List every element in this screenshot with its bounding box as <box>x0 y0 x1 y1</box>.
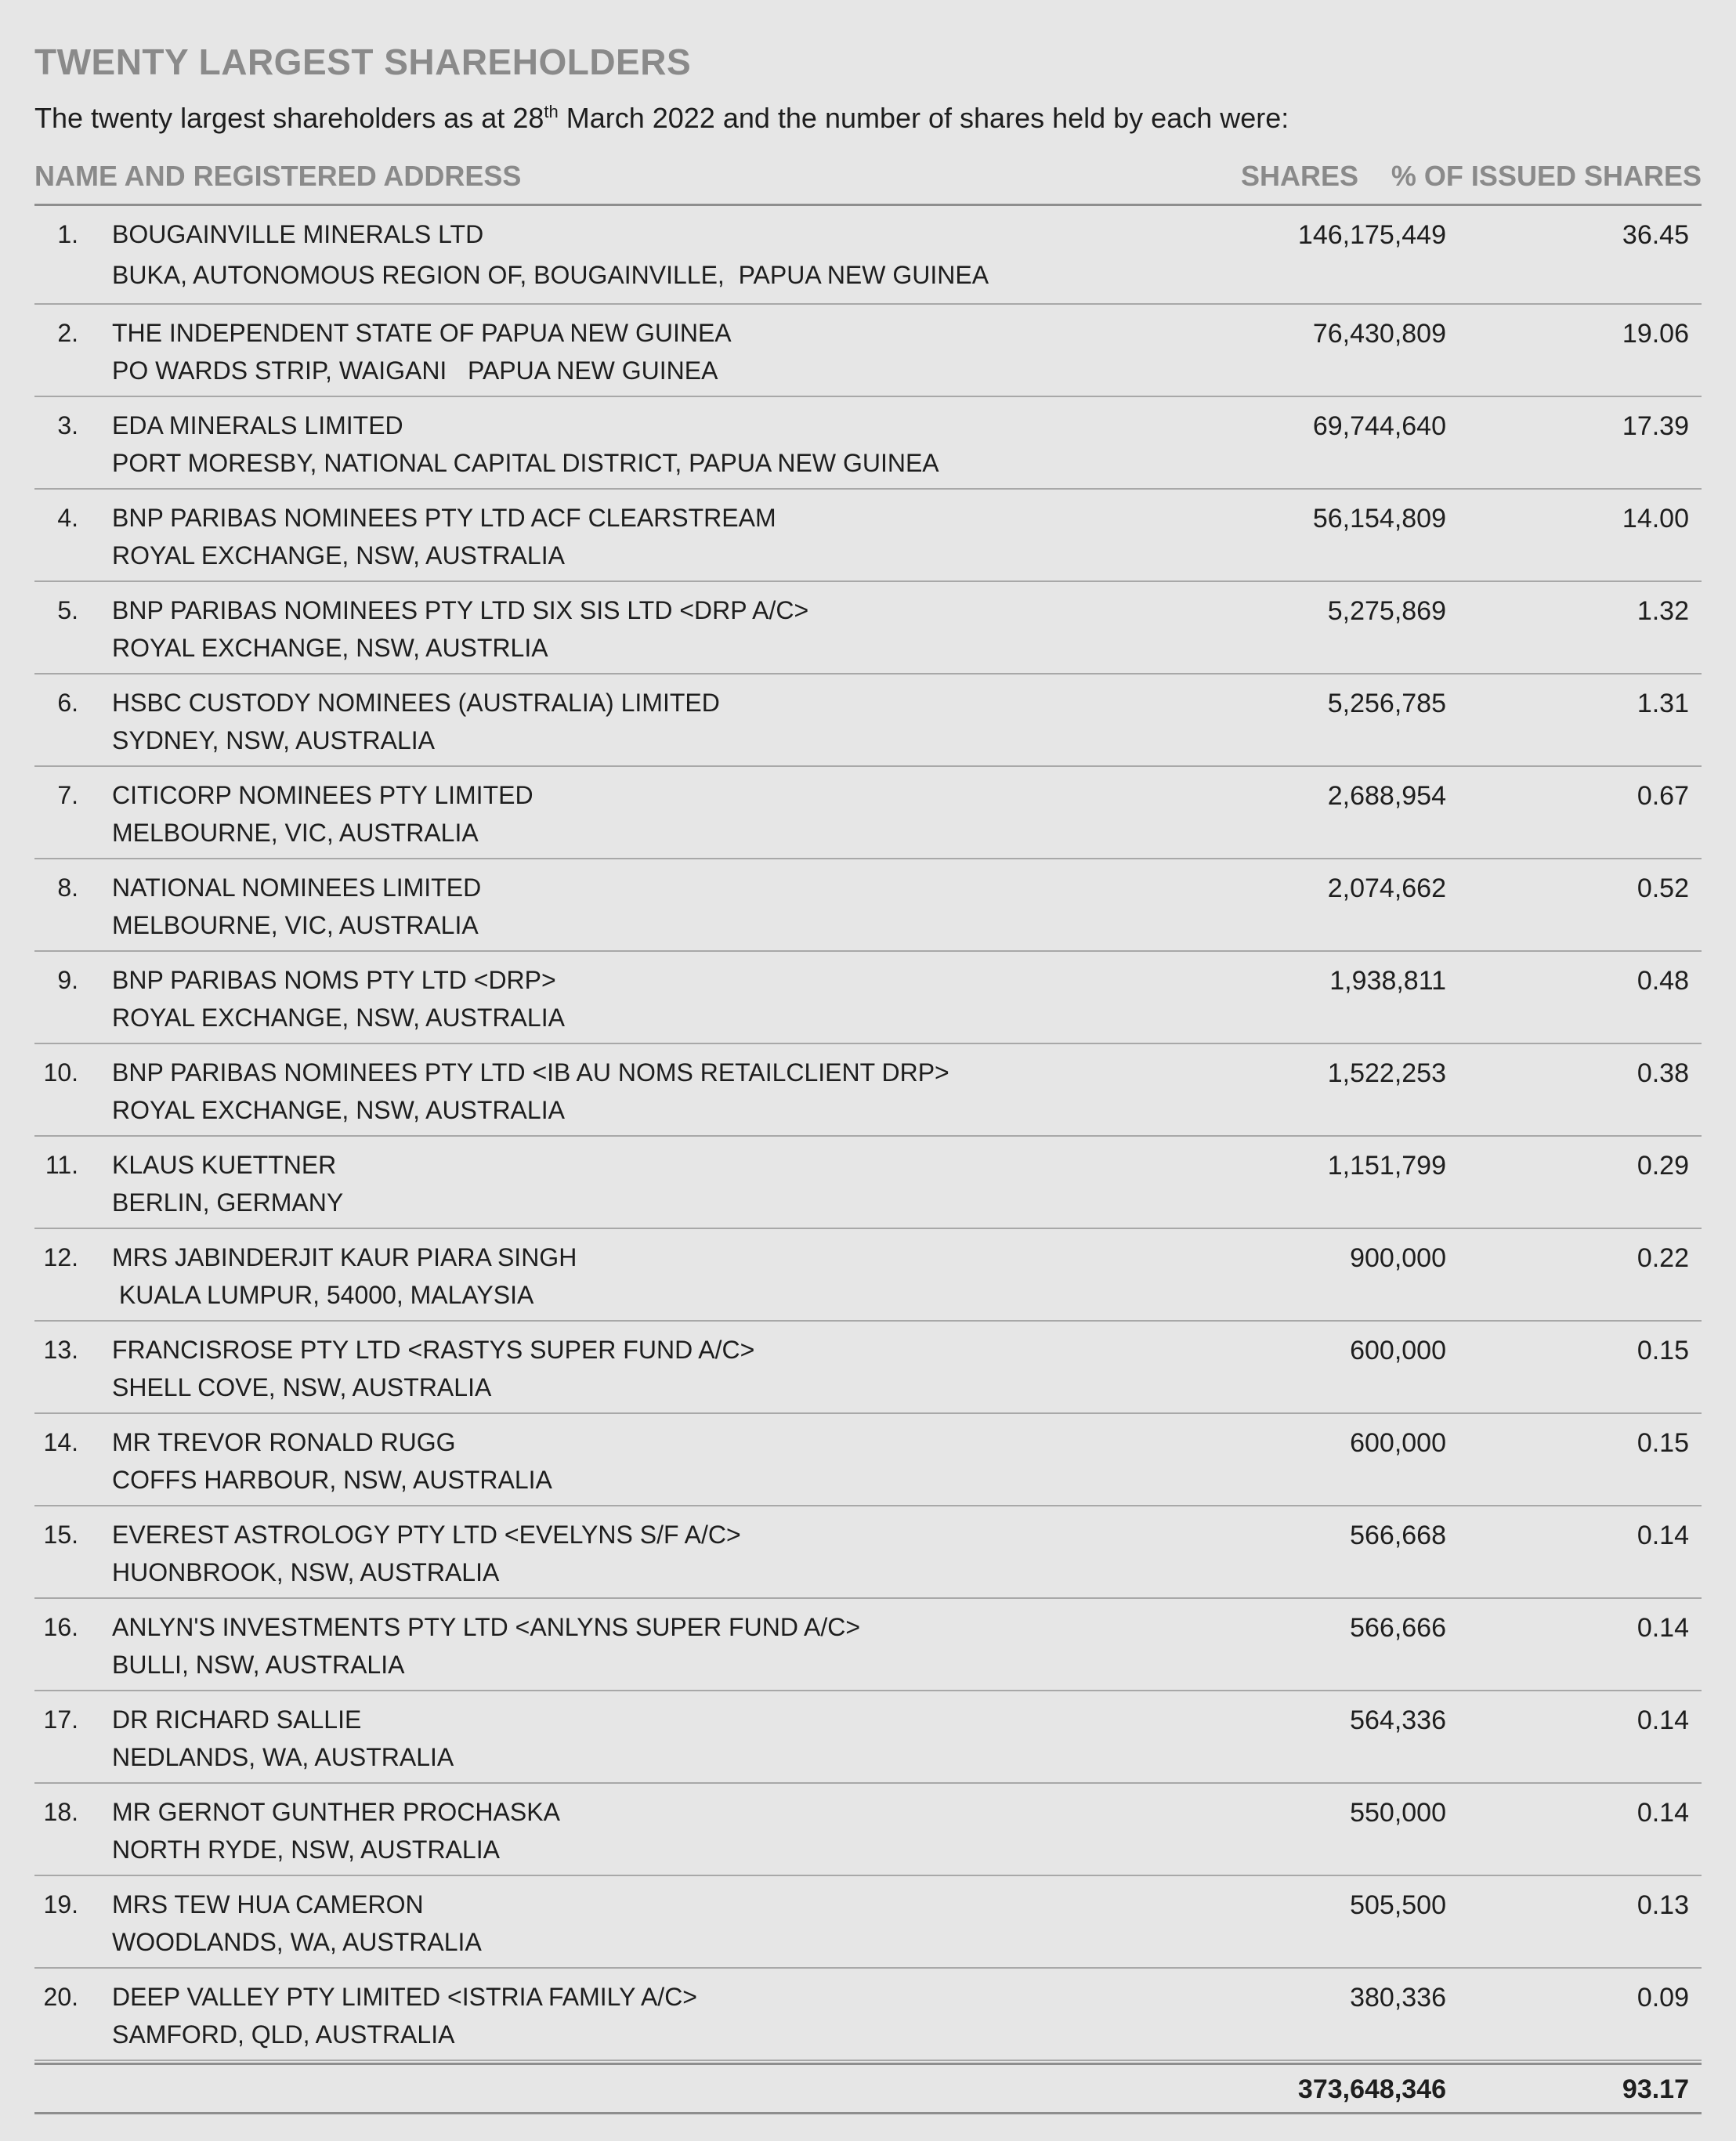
table-header <box>34 157 1702 206</box>
table-row <box>34 397 1702 490</box>
shareholder-name: BNP PARIBAS NOMINEES PTY LTD SIX SIS LTD <DRP A/C> <box>112 596 809 624</box>
pct-value: 0.38 <box>1637 1058 1689 1088</box>
shareholder-name: DEEP VALLEY PTY LIMITED <ISTRIA FAMILY A/C> <box>112 1983 697 2011</box>
column-header-name: NAME AND REGISTERED ADDRESS <box>34 160 522 192</box>
intro-superscript: th <box>544 102 559 121</box>
shares-value: 600,000 <box>1350 1428 1446 1458</box>
shareholder-address: NORTH RYDE, NSW, AUSTRALIA <box>112 1835 500 1864</box>
shareholder-name: EVEREST ASTROLOGY PTY LTD <EVELYNS S/F A/C> <box>112 1521 741 1549</box>
shareholder-address: HUONBROOK, NSW, AUSTRALIA <box>112 1558 500 1586</box>
shares-value: 566,668 <box>1350 1521 1446 1550</box>
shareholder-address: ROYAL EXCHANGE, NSW, AUSTRLIA <box>112 634 548 662</box>
table-row <box>34 582 1702 674</box>
table-row <box>34 1876 1702 1969</box>
row-number: 4. <box>57 504 78 532</box>
pct-value: 0.48 <box>1637 966 1689 996</box>
row-number: 14. <box>43 1428 78 1456</box>
shareholder-address: PORT MORESBY, NATIONAL CAPITAL DISTRICT, PAPUA NEW GUINEA <box>112 449 939 477</box>
shareholder-address: SAMFORD, QLD, AUSTRALIA <box>112 2020 455 2049</box>
table-row <box>34 1599 1702 1691</box>
shareholder-address: NEDLANDS, WA, AUSTRALIA <box>112 1743 454 1771</box>
shareholder-name: BOUGAINVILLE MINERALS LTD <box>112 220 484 248</box>
table-row <box>34 767 1702 859</box>
shareholder-name: ANLYN'S INVESTMENTS PTY LTD <ANLYNS SUPER FUND A/C> <box>112 1613 861 1641</box>
total-shares: 373,648,346 <box>1297 2074 1446 2104</box>
row-number: 13. <box>43 1336 78 1364</box>
shareholder-address: MELBOURNE, VIC, AUSTRALIA <box>112 819 479 847</box>
row-number: 6. <box>57 689 78 717</box>
shareholder-name: EDA MINERALS LIMITED <box>112 411 403 439</box>
row-number: 8. <box>57 873 78 902</box>
table-row <box>34 1414 1702 1506</box>
table-row <box>34 1969 1702 2061</box>
shares-value: 566,666 <box>1350 1613 1446 1643</box>
table-row <box>34 1044 1702 1137</box>
shareholder-name: MR GERNOT GUNTHER PROCHASKA <box>112 1798 560 1826</box>
shares-value: 564,336 <box>1350 1705 1446 1735</box>
table-row <box>34 859 1702 952</box>
shares-value: 76,430,809 <box>1312 319 1446 349</box>
shareholder-name: THE INDEPENDENT STATE OF PAPUA NEW GUINEA <box>112 319 732 347</box>
pct-value: 19.06 <box>1622 319 1689 349</box>
shareholder-name: NATIONAL NOMINEES LIMITED <box>112 873 482 902</box>
pct-value: 0.14 <box>1637 1705 1689 1735</box>
shareholder-name: HSBC CUSTODY NOMINEES (AUSTRALIA) LIMITED <box>112 689 720 717</box>
shareholder-address: COFFS HARBOUR, NSW, AUSTRALIA <box>112 1466 552 1494</box>
shares-value: 1,938,811 <box>1329 966 1446 996</box>
row-number: 7. <box>57 781 78 809</box>
intro-after: March 2022 and the number of shares held by each were: <box>558 102 1289 134</box>
shareholder-address: BUKA, AUTONOMOUS REGION OF, BOUGAINVILLE, PAPUA NEW GUINEA <box>112 261 989 289</box>
pct-value: 1.31 <box>1637 689 1689 718</box>
shareholder-address: KUALA LUMPUR, 54000, MALAYSIA <box>112 1281 534 1309</box>
pct-value: 0.13 <box>1637 1890 1689 1920</box>
row-number: 18. <box>43 1798 78 1826</box>
shareholder-address: WOODLANDS, WA, AUSTRALIA <box>112 1928 482 1956</box>
shares-value: 5,275,869 <box>1327 596 1446 626</box>
shareholder-name: CITICORP NOMINEES PTY LIMITED <box>112 781 533 809</box>
shareholder-name: MRS TEW HUA CAMERON <box>112 1890 424 1919</box>
table-row <box>34 1506 1702 1599</box>
row-number: 20. <box>43 1983 78 2011</box>
shareholder-address: ROYAL EXCHANGE, NSW, AUSTRALIA <box>112 1004 565 1032</box>
shareholder-address: BERLIN, GERMANY <box>112 1188 344 1217</box>
pct-value: 0.14 <box>1637 1521 1689 1550</box>
shares-value: 56,154,809 <box>1312 504 1446 533</box>
shares-value: 2,688,954 <box>1327 781 1446 811</box>
pct-value: 0.52 <box>1637 873 1689 903</box>
pct-value: 0.09 <box>1637 1983 1689 2013</box>
table-row <box>34 1691 1702 1784</box>
column-header-shares: SHARES <box>1240 160 1358 192</box>
shareholder-name: MR TREVOR RONALD RUGG <box>112 1428 456 1456</box>
table-row <box>34 490 1702 582</box>
pct-value: 0.29 <box>1637 1151 1689 1181</box>
row-number: 16. <box>43 1613 78 1641</box>
shareholder-address: ROYAL EXCHANGE, NSW, AUSTRALIA <box>112 541 565 570</box>
shareholder-name: BNP PARIBAS NOMINEES PTY LTD ACF CLEARSTREAM <box>112 504 776 532</box>
shareholder-name: BNP PARIBAS NOMINEES PTY LTD <IB AU NOMS RETAILCLIENT DRP> <box>112 1058 949 1087</box>
pct-value: 14.00 <box>1622 504 1689 533</box>
table-row <box>34 674 1702 767</box>
row-number: 10. <box>43 1058 78 1087</box>
shareholder-name: MRS JABINDERJIT KAUR PIARA SINGH <box>112 1243 577 1271</box>
row-number: 12. <box>43 1243 78 1271</box>
table-row <box>34 1137 1702 1229</box>
row-number: 1. <box>57 220 78 248</box>
pct-value: 36.45 <box>1622 220 1689 250</box>
shares-value: 380,336 <box>1350 1983 1446 2013</box>
shareholder-name: BNP PARIBAS NOMS PTY LTD <DRP> <box>112 966 556 994</box>
pct-value: 0.67 <box>1637 781 1689 811</box>
row-number: 11. <box>45 1151 78 1179</box>
pct-value: 17.39 <box>1622 411 1689 441</box>
shares-value: 900,000 <box>1350 1243 1446 1273</box>
shares-value: 1,522,253 <box>1327 1058 1446 1088</box>
shares-value: 600,000 <box>1350 1336 1446 1365</box>
row-number: 9. <box>57 966 78 994</box>
shareholder-address: PO WARDS STRIP, WAIGANI PAPUA NEW GUINEA <box>112 356 718 385</box>
shares-value: 1,151,799 <box>1327 1151 1446 1181</box>
shareholder-address: SHELL COVE, NSW, AUSTRALIA <box>112 1373 492 1401</box>
shareholder-address: BULLI, NSW, AUSTRALIA <box>112 1651 405 1679</box>
column-header-pct: % OF ISSUED SHARES <box>1391 160 1702 192</box>
row-number: 2. <box>57 319 78 347</box>
pct-value: 0.14 <box>1637 1613 1689 1643</box>
shareholder-address: MELBOURNE, VIC, AUSTRALIA <box>112 911 479 939</box>
shares-value: 69,744,640 <box>1312 411 1446 441</box>
row-number: 17. <box>43 1705 78 1734</box>
table-row <box>34 206 1702 305</box>
row-number: 19. <box>43 1890 78 1919</box>
table-row <box>34 305 1702 397</box>
table-row <box>34 1322 1702 1414</box>
pct-value: 0.15 <box>1637 1428 1689 1458</box>
shareholder-table <box>34 206 1702 2061</box>
table-row <box>34 952 1702 1044</box>
shares-value: 550,000 <box>1350 1798 1446 1828</box>
shareholder-address: ROYAL EXCHANGE, NSW, AUSTRALIA <box>112 1096 565 1124</box>
shareholder-name: DR RICHARD SALLIE <box>112 1705 362 1734</box>
shares-value: 146,175,449 <box>1297 220 1446 250</box>
table-row <box>34 1229 1702 1322</box>
pct-value: 1.32 <box>1637 596 1689 626</box>
page-title: TWENTY LARGEST SHAREHOLDERS <box>34 42 692 82</box>
pct-value: 0.14 <box>1637 1798 1689 1828</box>
intro-text <box>34 102 1289 135</box>
row-number: 5. <box>57 596 78 624</box>
row-number: 15. <box>43 1521 78 1549</box>
shareholder-address: SYDNEY, NSW, AUSTRALIA <box>112 726 435 754</box>
intro-before: The twenty largest shareholders as at 28 <box>34 102 544 134</box>
total-pct: 93.17 <box>1622 2074 1689 2104</box>
total-row <box>34 2063 1702 2114</box>
pct-value: 0.22 <box>1637 1243 1689 1273</box>
shares-value: 5,256,785 <box>1327 689 1446 718</box>
row-number: 3. <box>57 411 78 439</box>
shareholder-name: KLAUS KUETTNER <box>112 1151 337 1179</box>
shares-value: 505,500 <box>1350 1890 1446 1920</box>
pct-value: 0.15 <box>1637 1336 1689 1365</box>
table-row <box>34 1784 1702 1876</box>
shareholder-name: FRANCISROSE PTY LTD <RASTYS SUPER FUND A/C> <box>112 1336 755 1364</box>
shares-value: 2,074,662 <box>1327 873 1446 903</box>
